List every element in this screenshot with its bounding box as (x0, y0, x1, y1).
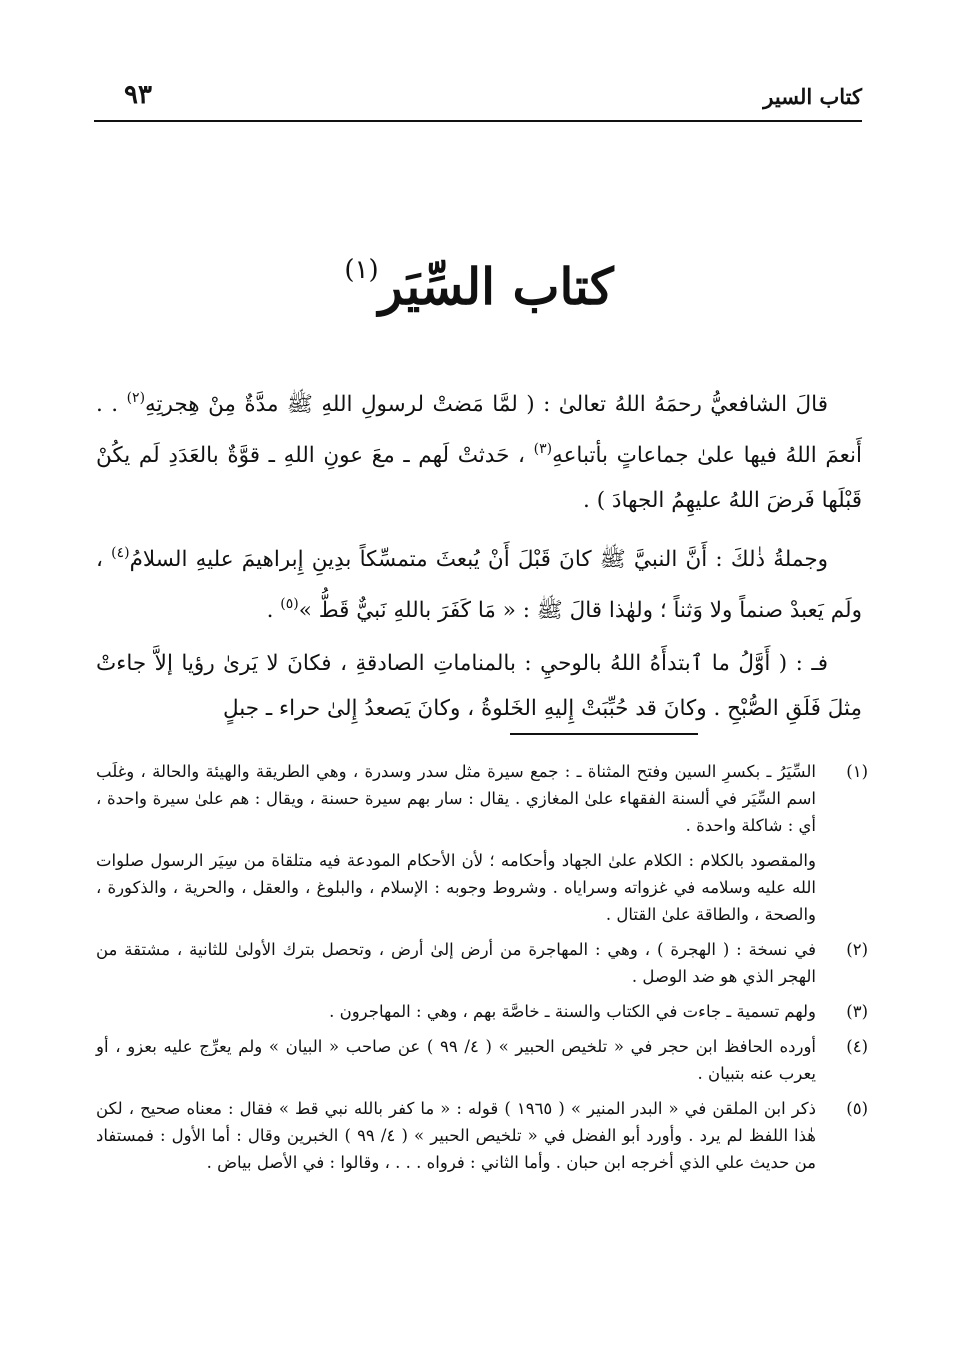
main-text (96, 376, 862, 739)
footnotes (96, 758, 868, 1184)
chapter-title (0, 255, 958, 316)
footnote-separator (510, 733, 698, 735)
footnote-number: (١) (846, 762, 868, 781)
page-number: ٩٣ (124, 80, 152, 110)
paragraph-1-text-a: قالَ الشافعيُّ رحمَهُ اللهُ تعالىٰ : ( لمَّا مَضتْ لرسولِ اللهِ ﷺ مدَّةٌ مِنْ هِجرتِهِ (145, 392, 828, 417)
chapter-footnote-marker: (١) (344, 255, 379, 285)
footnote-5 (96, 1095, 868, 1176)
footnote-1 (96, 758, 868, 928)
footnote-ref-5: (٥) (280, 596, 299, 612)
footnote-text: في نسخة : ( الهجرة ) ، وهي : المهاجرة من أرض إلىٰ أرض ، وتحصل بترك الأولىٰ للثانية ، مشتقة من الهجر الذي هو ضد الوصل . (96, 940, 816, 986)
footnote-text-continued: والمقصود بالكلام : الكلام علىٰ الجهاد وأحكامه ؛ لأن الأحكام المودعة فيه متلقاة من سِيَر الرسول صلوات الله عليه وسلامه في غزواته وسراياه . وشروط وجوبه : الإسلام ، والبلوغ ، والعقل ، والحرية ، والذكورة ، والصحة ، والطاقة علىٰ القتال . (96, 851, 816, 924)
paragraph-1-text-c: ، حَدثتْ لَهم ـ معَ عونِ اللهِ ـ قوَّةٌ بالعَدَدِ لَم يكُنْ قَبْلَها فَرضَ اللهُ عليهِمُ الجهادَ ) . (96, 443, 862, 513)
footnote-text: السِّيَرُ ـ بكسرِ السين وفتح المثناة ـ : جمع سيرة مثل سدر وسدرة ، وهي الطريقة والهيئة والحالة ، وغلَب اسم السِّيَر في ألسنة الفقهاء علىٰ المغازي . يقال : سار بهم سيرة حسنة ، ويقال : هم علىٰ سيرة واحدة ، أي : شاكلة واحدة . (96, 762, 816, 835)
footnote-number: (٣) (846, 1002, 868, 1021)
footnote-text: أورده الحافظ ابن حجر في « تلخيص الحبير » ( ٤/ ٩٩ ) عن صاحب « البيان » ولم يعرِّج عليه بعزو ، أو يعرب عنه بتبيان . (96, 1037, 817, 1083)
footnote-3 (96, 998, 868, 1025)
paragraph-2 (96, 531, 862, 633)
footnote-number: (٤) (846, 1037, 868, 1056)
paragraph-1-text-b: . . أَنعمَ اللهُ فيها علىٰ جماعاتٍ بأتباعهِ (96, 392, 863, 468)
paragraph-3: فـ : ( أَوَّلُ ما ٱبتدأَهُ اللهُ بالوحيِ : بالمناماتِ الصادقةِ ، فكانَ لا يَرىٰ رؤيا إلاَّ جاءتْ مِثلَ فَلَقِ الصُّبْحِ . وكانَ قد حُبِّبَتْ إِليهِ الخَلوةُ ، وكانَ يَصعدُ إِلىٰ حراء ـ جبلٍ (96, 651, 862, 721)
paragraph-2-text-b: ، ولَم يَعبدْ صنماً ولا وَثناً ؛ ولهٰذا قالَ ﷺ : « مَا كَفَرَ باللهِ نَبيٌّ قَطُّ » (96, 547, 862, 623)
footnote-ref-3: (٣) (533, 441, 553, 457)
footnote-ref-4: (٤) (111, 545, 130, 561)
footnote-ref-2: (٢) (126, 390, 146, 406)
paragraph-1 (96, 376, 862, 523)
footnote-number: (٢) (846, 940, 868, 959)
chapter-title-text: كتاب السِّيَر (378, 257, 614, 316)
running-header (94, 80, 862, 122)
footnote-2 (96, 936, 868, 990)
running-title: كتاب السير (763, 84, 862, 109)
footnote-number: (٥) (846, 1099, 868, 1118)
paragraph-2-text-a: وجملةُ ذٰلكَ : أَنَّ النبيَّ ﷺ كانَ قَبْلَ أَنْ يُبعثَ متمسِّكاً بدِينِ إِبراهيمَ عليهِ السلامُ (129, 547, 828, 572)
footnote-text: ذكر ابن الملقن في « البدر المنير » ( ١٩٦٥ ) قوله : « ما كفر بالله نبي قط » فقال : معناه صحيح ، لكن هٰذا اللفظ لم يرد . وأورد أبو الفضل في « تلخيص الحبير » ( ٤/ ٩٩ ) الخبرين وقال : أما الأول : فمستفاد من حديث علي الذي أخرجه ابن حبان . وأما الثاني : فرواه . . . ، وقالوا : في الأصل بياض . (96, 1099, 817, 1172)
footnote-4 (96, 1033, 868, 1087)
footnote-text: ولهم تسمية ـ جاءت في الكتاب والسنة ـ خاصَّة بهم ، وهي : المهاجرون . (329, 1002, 816, 1021)
paragraph-2-text-c: . (266, 598, 281, 623)
